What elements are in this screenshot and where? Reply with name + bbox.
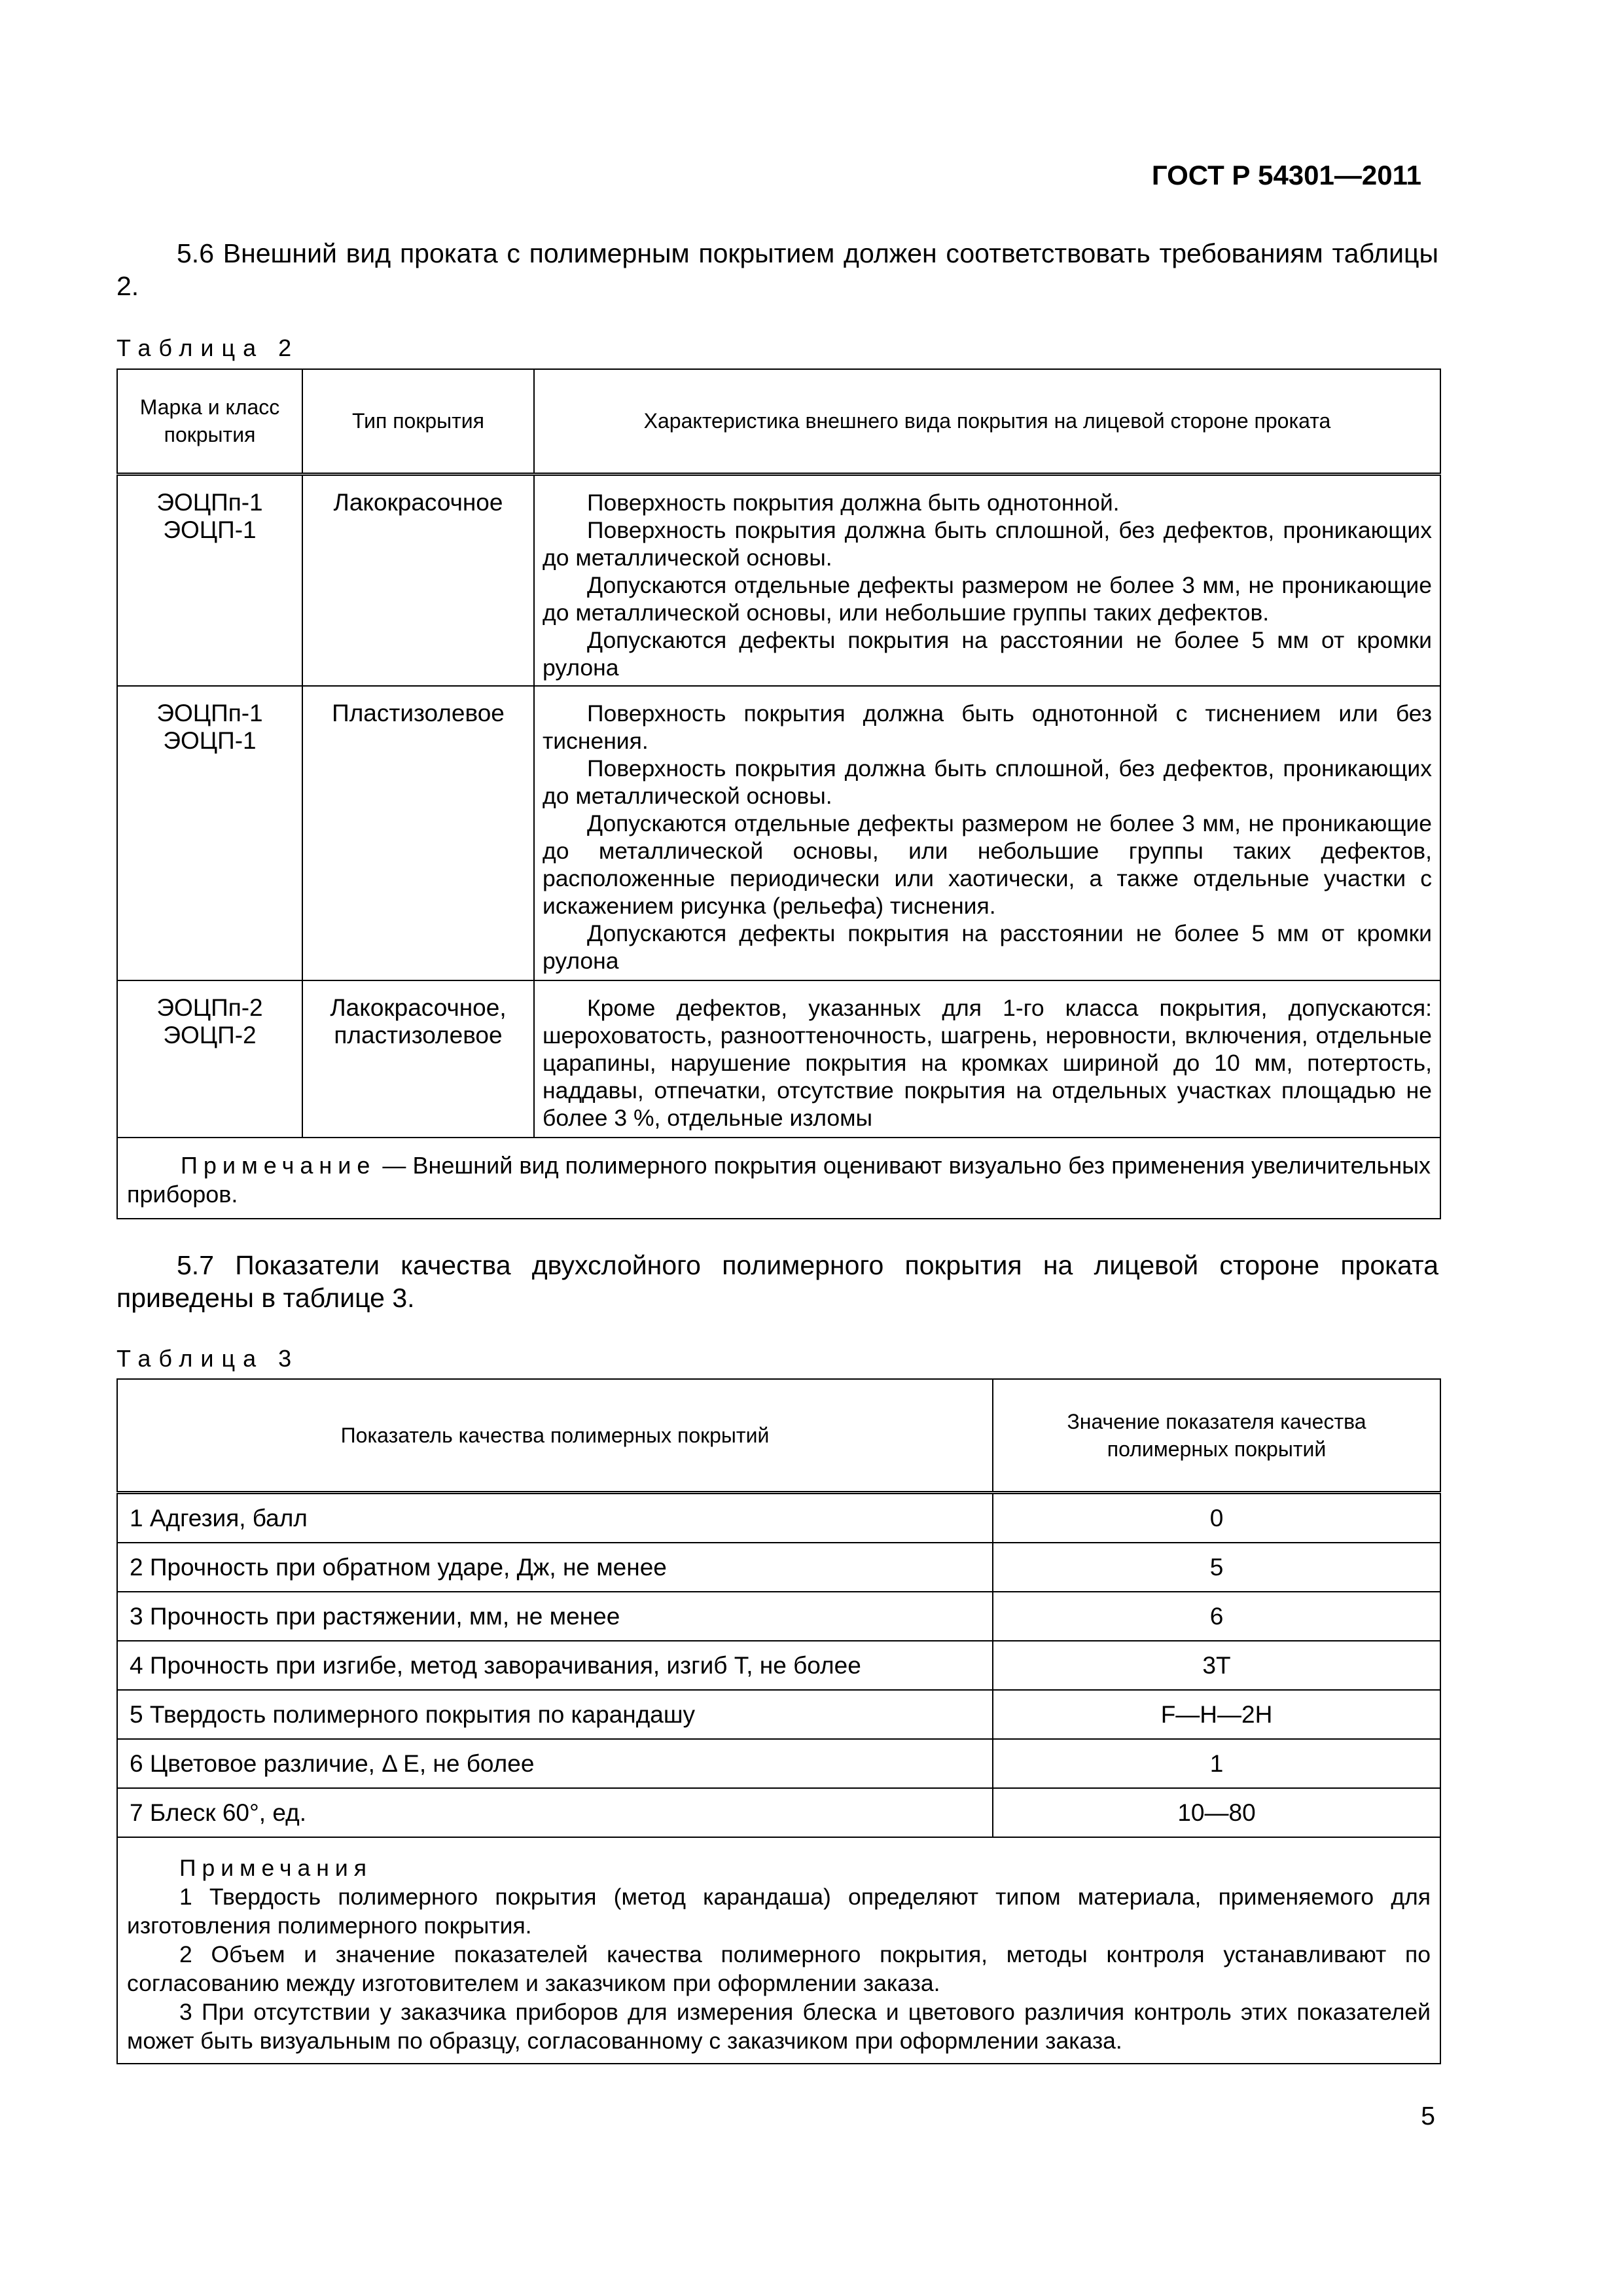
coating-description: Поверхность покрытия должна быть однотонной. Поверхность покрытия должна быть сплошной, без дефектов, проникающих до металлической основы. Допускаются отдельные дефекты размером не более 3 мм, не проникающие до металлической основы, или небольшие группы таких дефектов. Допускаются дефекты покрытия на расстоянии не более 5 мм от кромки рулона — [534, 474, 1440, 686]
note-text: — Внешний вид полимерного покрытия оценивают визуально без применения увеличительных приборов. — [127, 1152, 1431, 1208]
indicator-name: 5 Твердость полимерного покрытия по карандашу — [117, 1690, 993, 1739]
indicator-value: 6 — [993, 1592, 1440, 1641]
note-item: 1 Твердость полимерного покрытия (метод карандаша) определяют типом материала, применяемого для изготовления полимерного покрытия. — [127, 1884, 1431, 1939]
table-2-note — [117, 1138, 1440, 1219]
table-row — [117, 980, 1440, 1138]
coating-grade: ЭОЦПп-1 ЭОЦП-1 — [117, 686, 302, 980]
notes-label: Примечания — [179, 1855, 372, 1881]
table-row — [117, 1641, 1440, 1690]
coating-grade: ЭОЦПп-2 ЭОЦП-2 — [117, 980, 302, 1138]
coating-description: Кроме дефектов, указанных для 1-го класса покрытия, допускаются: шероховатость, разнооттеночность, шагрень, неровности, включения, отдельные царапины, нарушение покрытия на кромках шириной до 10 мм, потертость, наддавы, отпечатки, отсутствие покрытия на отдельных участках площадью не более 3 %, отдельные изломы — [534, 980, 1440, 1138]
note-item: 3 При отсутствии у заказчика приборов для измерения блеска и цветового различия контроль этих показателей может быть визуальным по образцу, согласованному с заказчиком при оформлении заказа. — [127, 1999, 1431, 2054]
table-row — [117, 474, 1440, 686]
table-2 — [116, 368, 1441, 1219]
indicator-value: 3Т — [993, 1641, 1440, 1690]
indicator-name: 6 Цветовое различие, Δ E, не более — [117, 1739, 993, 1788]
table-row — [117, 1543, 1440, 1592]
indicator-value: 5 — [993, 1543, 1440, 1592]
table-3-header-indicator: Показатель качества полимерных покрытий — [117, 1379, 993, 1493]
indicator-name: 3 Прочность при растяжении, мм, не менее — [117, 1592, 993, 1641]
table-2-header-description: Характеристика внешнего вида покрытия на лицевой стороне проката — [534, 369, 1440, 474]
indicator-value: F—H—2H — [993, 1690, 1440, 1739]
coating-description: Поверхность покрытия должна быть однотонной с тиснением или без тиснения. Поверхность покрытия должна быть сплошной, без дефектов, проникающих до металлической основы. Допускаются отдельные дефекты размером не более 3 мм, не проникающие до металлической основы, или небольшие группы таких дефектов, расположенные периодически или хаотически, а также отдельные участки с искажением рисунка (рельефа) тиснения. Допускаются дефекты покрытия на расстоянии не более 5 мм от кромки рулона — [534, 686, 1440, 980]
table-3 — [116, 1378, 1441, 2064]
table-3-notes — [117, 1837, 1440, 2064]
indicator-name: 2 Прочность при обратном ударе, Дж, не менее — [117, 1543, 993, 1592]
table-2-header-type: Тип покрытия — [302, 369, 534, 474]
table-3-header-value: Значение показателя качества полимерных покрытий — [993, 1379, 1440, 1493]
coating-type: Лакокрасочное, пластизолевое — [302, 980, 534, 1138]
table-row — [117, 1690, 1440, 1739]
paragraph-5-7: 5.7 Показатели качества двухслойного полимерного покрытия на лицевой стороне проката приведены в таблице 3. — [116, 1250, 1438, 1313]
indicator-name: 4 Прочность при изгибе, метод заворачивания, изгиб Т, не более — [117, 1641, 993, 1690]
table-row — [117, 1788, 1440, 1837]
table-3-notes-row — [117, 1837, 1440, 2064]
table-2-caption: Таблица 2 — [116, 334, 300, 361]
indicator-name: 7 Блеск 60°, ед. — [117, 1788, 993, 1837]
document-code: ГОСТ Р 54301—2011 — [1151, 160, 1421, 190]
indicator-name: 1 Адгезия, балл — [117, 1493, 993, 1543]
table-row — [117, 1493, 1440, 1543]
table-row — [117, 1592, 1440, 1641]
note-label: Примечание — [181, 1152, 376, 1179]
note-item: 2 Объем и значение показателей качества полимерного покрытия, методы контроля устанавливают по согласованию между изготовителем и заказчиком при оформлении заказа. — [127, 1941, 1431, 1996]
table-row — [117, 686, 1440, 980]
table-3-caption: Таблица 3 — [116, 1345, 300, 1372]
table-2-header-grade: Марка и класс покрытия — [117, 369, 302, 474]
coating-type: Лакокрасочное — [302, 474, 534, 686]
indicator-value: 0 — [993, 1493, 1440, 1543]
coating-grade: ЭОЦПп-1 ЭОЦП-1 — [117, 474, 302, 686]
table-2-note-row — [117, 1138, 1440, 1219]
table-row — [117, 1739, 1440, 1788]
indicator-value: 10—80 — [993, 1788, 1440, 1837]
coating-type: Пластизолевое — [302, 686, 534, 980]
paragraph-5-6: 5.6 Внешний вид проката с полимерным покрытием должен соответствовать требованиям таблицы 2. — [116, 238, 1438, 301]
indicator-value: 1 — [993, 1739, 1440, 1788]
page-number: 5 — [1421, 2102, 1435, 2130]
